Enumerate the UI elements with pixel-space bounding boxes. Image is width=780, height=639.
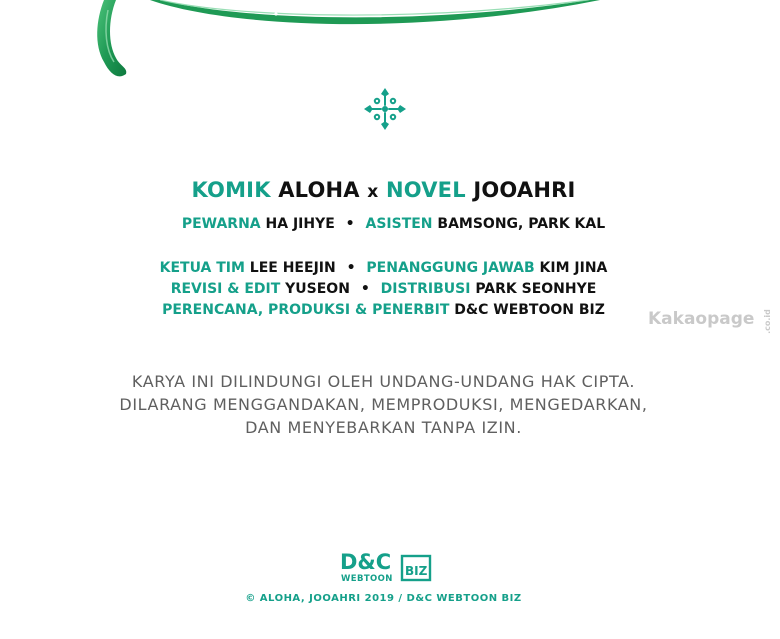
credits-line-revisi: [0, 281, 767, 297]
watermark-text: Kakaopage: [648, 309, 755, 329]
kakaopage-watermark: [648, 309, 780, 334]
logo-badge-text: BIZ: [405, 564, 428, 578]
credits-title-line: [0, 178, 767, 202]
revisi-name: YUSEON: [285, 281, 350, 297]
footer-copyright: © ALOHA, JOOAHRI 2019 / D&C WEBTOON BIZ: [245, 593, 522, 604]
ketua-name: LEE HEEJIN: [249, 260, 336, 276]
separator: •: [345, 216, 355, 232]
komik-label: KOMIK: [191, 178, 271, 202]
penanggung-label: PENANGGUNG JAWAB: [366, 260, 535, 276]
green-ribbon-swirl: [0, 0, 767, 90]
distribusi-label: DISTRIBUSI: [380, 281, 471, 297]
asisten-label: ASISTEN: [365, 216, 433, 232]
penanggung-name: KIM JINA: [539, 260, 608, 276]
pewarna-name: HA JIHYE: [265, 216, 335, 232]
watermark-suffix: .co.id: [763, 309, 773, 334]
novel-label: NOVEL: [385, 178, 466, 202]
credits-line-pewarna: [10, 216, 777, 232]
notice-line-2: DILARANG MENGGANDAKAN, MEMPRODUKSI, MENGEDARKAN,: [119, 395, 648, 414]
perencana-label: PERENCANA, PRODUKSI & PENERBIT: [162, 302, 450, 318]
logo-sub-text: WEBTOON: [341, 574, 393, 584]
novel-name: JOOAHRI: [473, 178, 576, 202]
revisi-label: REVISI & EDIT: [170, 281, 281, 297]
distribusi-name: PARK SEONHYE: [475, 281, 597, 297]
notice-line-3: DAN MENYEBARKAN TANPA IZIN.: [245, 418, 522, 437]
pewarna-label: PEWARNA: [181, 216, 261, 232]
cross-ornament-icon: [364, 88, 406, 130]
separator: •: [360, 281, 370, 297]
ketua-label: KETUA TIM: [159, 260, 245, 276]
collab-x: x: [367, 182, 379, 202]
komik-name: ALOHA: [278, 178, 360, 202]
perencana-name: D&C WEBTOON BIZ: [454, 302, 605, 318]
separator: •: [346, 260, 356, 276]
copyright-notice: [0, 370, 767, 439]
dnc-webtoon-biz-logo: [338, 548, 432, 584]
notice-line-1: KARYA INI DILINDUNGI OLEH UNDANG-UNDANG HAK CIPTA.: [131, 372, 636, 391]
logo-main-text: D&C: [340, 550, 392, 574]
asisten-name: BAMSONG, PARK KAL: [437, 216, 606, 232]
credits-line-ketua: [0, 260, 767, 276]
